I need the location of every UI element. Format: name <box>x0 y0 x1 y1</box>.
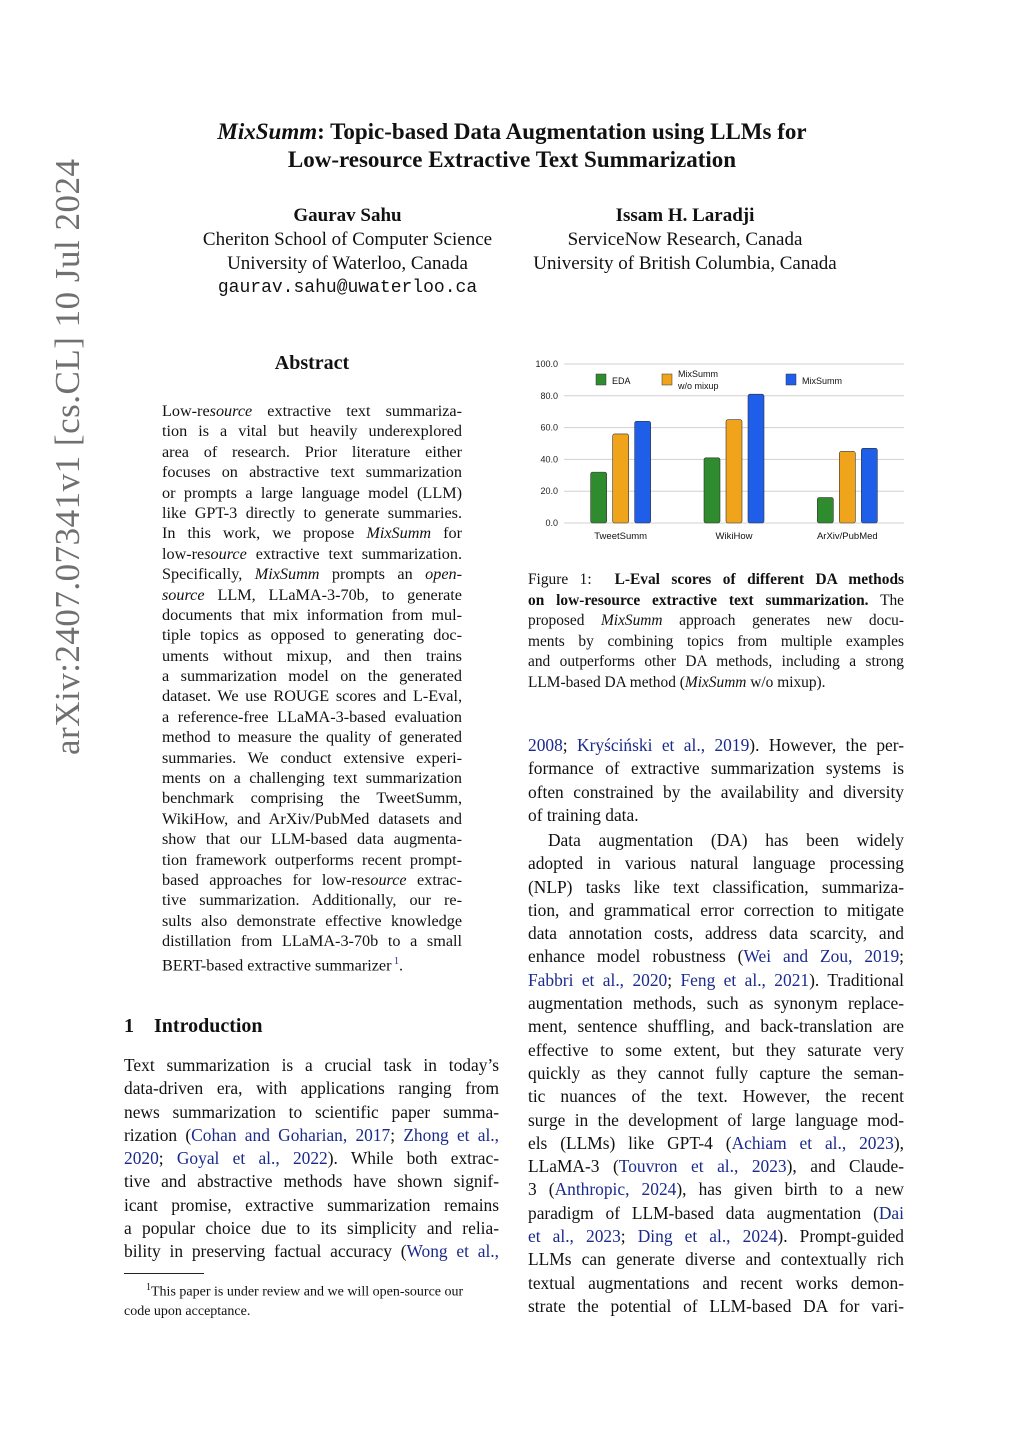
footnote-mark: 1 <box>146 1282 151 1293</box>
bar-mixsumm <box>635 421 651 523</box>
footnote-text: code upon acceptance. <box>124 1303 251 1319</box>
intro-line: rization (Cohan and Goharian, 2017; Zhong et al., <box>124 1124 499 1145</box>
abstract-line: based approaches for low-resource extrac- <box>162 870 462 889</box>
y-tick-label: 20.0 <box>540 486 558 497</box>
author-block-2 <box>505 204 865 276</box>
abstract-line: source LLM, LLaMA-3-70b, to generate <box>162 585 462 604</box>
abstract-line: Low-resource extractive text summariza- <box>162 402 462 420</box>
abstract-heading: Abstract <box>274 352 350 374</box>
legend-label: w/o mixup <box>678 381 719 391</box>
body-line: Data augmentation (DA) has been widely <box>548 830 904 850</box>
x-tick-label: ArXiv/PubMed <box>816 531 878 542</box>
body-line: et al., 2023; Ding et al., 2024). Prompt-guided <box>528 1226 904 1247</box>
abstract-line: tive summarization. Additionally, our re- <box>162 891 462 910</box>
abstract-line: uments without mixup, and then trains <box>162 646 462 665</box>
abstract-body <box>162 401 462 972</box>
right-paragraph-1 <box>528 734 904 827</box>
abstract-line: distillation from LLaMA-3-70b to a small <box>162 932 462 951</box>
abstract-line: tion is a vital but heavily underexplored <box>162 422 462 441</box>
bar-chart <box>528 352 908 552</box>
abstract-line: tiple topics as opposed to generating doc- <box>162 626 462 645</box>
abstract-line: Specifically, MixSumm prompts an open- <box>162 565 462 584</box>
abstract-line: a reference-free LLaMA-3-based evaluation <box>162 707 462 726</box>
bar-mixsumm-w-o-mixup <box>726 420 742 523</box>
figure-label: Figure 1: <box>528 571 592 588</box>
y-tick-label: 100.0 <box>535 359 558 369</box>
caption-line: LLM-based DA method (MixSumm w/o mixup). <box>528 673 826 691</box>
intro-line: data-driven era, with applications ranging from <box>124 1078 499 1099</box>
abstract-line: In this work, we propose MixSumm for <box>162 524 462 543</box>
x-tick-label: TweetSumm <box>594 531 648 542</box>
paper-title <box>0 118 1024 174</box>
section-title: Introduction <box>154 1015 263 1037</box>
abstract-line: tion framework outperforms recent prompt- <box>162 850 462 869</box>
caption-line: ments by combining topics from multiple examples <box>528 632 904 650</box>
caption-line: proposed MixSumm approach generates new docu- <box>528 612 904 630</box>
y-tick-label: 60.0 <box>540 422 558 433</box>
section-number: 1 <box>124 1015 134 1037</box>
author-affiliation: University of British Columbia, Canada <box>533 253 837 274</box>
abstract-line: dataset. We use ROUGE scores and L-Eval, <box>162 687 462 706</box>
abstract-line: summaries. We conduct extensive experi- <box>162 748 462 767</box>
abstract-line: method to measure the quality of generated <box>162 728 462 747</box>
body-line: tion, and grammatical error correction to mitigate <box>528 899 904 920</box>
abstract-line: like GPT-3 directly to generate summaries. <box>162 503 462 522</box>
legend-label: MixSumm <box>678 369 718 379</box>
abstract-line: sults also demonstrate effective knowledge <box>162 911 462 930</box>
body-line: 3 (Anthropic, 2024), has given birth to a new <box>528 1179 904 1200</box>
legend-label: EDA <box>612 376 631 386</box>
title-em: MixSumm <box>217 119 318 144</box>
right-paragraph-2 <box>528 829 904 1318</box>
bar-eda <box>817 498 833 523</box>
abstract-line: show that our LLM-based data augmenta- <box>162 830 462 849</box>
y-tick-label: 80.0 <box>540 390 558 401</box>
body-line: LLaMA-3 (Touvron et al., 2023), and Claude- <box>528 1156 904 1177</box>
body-line: formance of extractive summarization systems is <box>528 758 904 779</box>
abstract-line: focuses on abstractive text summarization <box>162 463 462 482</box>
intro-line: 2020; Goyal et al., 2022). While both extrac- <box>124 1148 500 1169</box>
body-line: tic nuances of the text. However, the recent <box>528 1086 904 1107</box>
footnote-link[interactable]: 1 <box>391 955 399 967</box>
author-email[interactable]: gaurav.sahu@uwaterloo.ca <box>217 278 478 298</box>
abstract-line: BERT-based extractive summarizer $^1$. <box>162 955 404 972</box>
caption-bold: on low-resource extractive text summarization. <box>528 591 869 609</box>
legend-label: MixSumm <box>802 376 842 386</box>
intro-line: tive and abstractive methods have shown signif- <box>124 1171 499 1192</box>
figure-caption <box>528 570 904 694</box>
body-line: LLMs can generate diverse and contextually rich <box>528 1249 904 1270</box>
bar-mixsumm <box>861 448 877 523</box>
body-line: effective to some extent, but they saturate very <box>528 1039 904 1060</box>
arxiv-sidebar: arXiv:2407.07341v1 [cs.CL] 10 Jul 2024 <box>48 158 87 755</box>
body-line: enhance model robustness (Wei and Zou, 2019; <box>528 946 904 967</box>
bar-mixsumm-w-o-mixup <box>613 434 629 523</box>
caption-bold: L-Eval scores of different DA methods <box>614 571 904 588</box>
body-line: paradigm of LLM-based data augmentation (Dai <box>528 1202 904 1223</box>
intro-line: news summarization to scientific paper summa- <box>124 1101 499 1122</box>
section-heading <box>124 1015 263 1038</box>
body-line: of training data. <box>528 804 639 825</box>
intro-line: icant promise, extractive summarization remains <box>124 1194 499 1215</box>
author-name: Gaurav Sahu <box>293 205 402 226</box>
caption-line: and outperforms other DA methods, including a strong <box>528 653 904 671</box>
abstract-line: documents that mix information from mul- <box>162 605 462 624</box>
author-name: Issam H. Laradji <box>615 205 755 226</box>
abstract-line: benchmark comprising the TweetSumm, <box>162 789 462 808</box>
intro-paragraph <box>124 1054 499 1264</box>
footnote-rule <box>124 1273 204 1274</box>
y-tick-label: 40.0 <box>540 454 558 465</box>
body-line: often constrained by the availability and diversity <box>528 781 904 802</box>
body-line: surge in the development of large language mod- <box>528 1109 904 1130</box>
x-tick-label: WikiHow <box>715 531 753 542</box>
abstract-line: WikiHow, and ArXiv/PubMed datasets and <box>162 809 462 828</box>
y-tick-label: 0.0 <box>545 518 558 528</box>
body-line: adopted in various natural language processing <box>528 853 904 874</box>
body-line: Fabbri et al., 2020; Feng et al., 2021). Traditional <box>528 969 904 990</box>
bar-mixsumm-w-o-mixup <box>839 451 855 523</box>
author-block-1 <box>170 204 525 300</box>
bar-eda <box>591 472 607 523</box>
bar-mixsumm <box>748 394 764 523</box>
author-affiliation: Cheriton School of Computer Science <box>202 229 493 250</box>
intro-line: Text summarization is a crucial task in today’s <box>124 1055 499 1075</box>
author-affiliation: ServiceNow Research, Canada <box>567 229 803 250</box>
footnote-text: This paper is under review and we will open-source our <box>151 1284 464 1300</box>
legend-swatch <box>786 374 796 385</box>
abstract-line: low-resource extractive text summarization. <box>162 544 462 563</box>
caption-text: The <box>880 591 905 609</box>
footnote <box>124 1278 504 1321</box>
title-line2: Low-resource Extractive Text Summarization <box>287 147 737 172</box>
body-line: textual augmentations and recent works demon- <box>528 1272 904 1293</box>
body-line: ment, sentence shuffling, and back-translation are <box>528 1016 904 1037</box>
abstract-line: ments on a challenging text summarization <box>162 769 462 788</box>
legend-swatch <box>596 374 606 385</box>
title-line1: : Topic-based Data Augmentation using LLMs for <box>317 119 807 144</box>
body-line: augmentation methods, such as synonym replace- <box>528 993 904 1014</box>
body-line: 2008; Kryściński et al., 2019). However, the per- <box>528 735 904 755</box>
body-line: quickly as they cannot fully capture the seman- <box>528 1062 904 1083</box>
abstract-line: or prompts a large language model (LLM) <box>162 483 462 502</box>
abstract-line: area of research. Prior literature either <box>162 442 462 461</box>
body-line: strate the potential of LLM-based DA for vari- <box>528 1295 904 1316</box>
abstract-line: a summarization model on the generated <box>162 667 462 686</box>
body-line: els (LLMs) like GPT-4 (Achiam et al., 2023), <box>528 1132 905 1153</box>
intro-line: bility in preserving factual accuracy (Wong et al., <box>124 1241 499 1262</box>
body-line: data annotation costs, address data scarcity, and <box>528 923 904 944</box>
intro-line: a popular choice due to its simplicity and relia- <box>124 1218 499 1239</box>
bar-eda <box>704 458 720 523</box>
legend-swatch <box>662 374 672 385</box>
author-affiliation: University of Waterloo, Canada <box>227 253 468 274</box>
body-line: (NLP) tasks like text classification, summariza- <box>528 876 904 897</box>
